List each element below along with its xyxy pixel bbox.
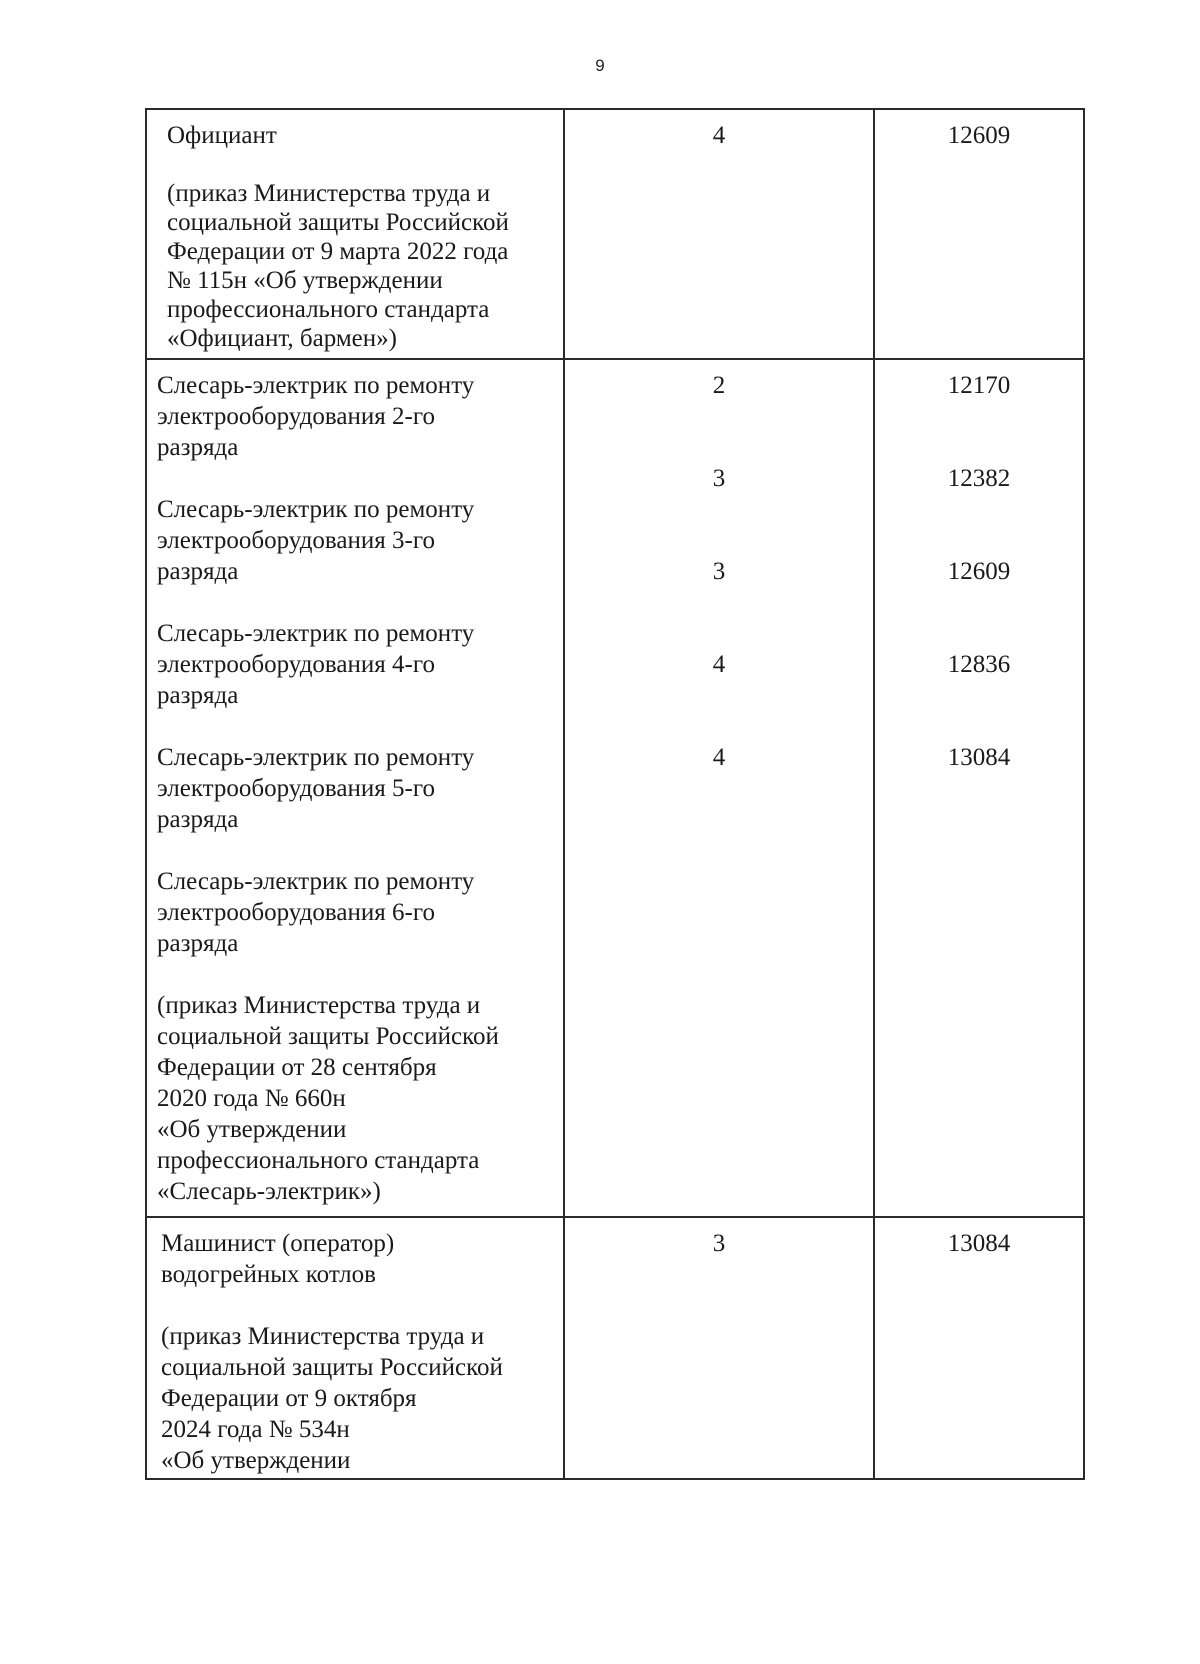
grade-value: 4 bbox=[712, 651, 726, 678]
occupation-title: разряда bbox=[157, 930, 239, 957]
order-reference-line: «Об утверждении bbox=[161, 1447, 351, 1474]
column-divider bbox=[873, 108, 875, 1480]
occupation-title: Слесарь-электрик по ремонту bbox=[157, 744, 475, 771]
occupations-table bbox=[145, 108, 1085, 1480]
grade-value: 3 bbox=[712, 1230, 726, 1257]
page-number: 9 bbox=[595, 56, 605, 75]
row-divider bbox=[145, 1216, 1085, 1218]
column-divider bbox=[563, 108, 565, 1480]
order-reference-line: (приказ Министерства труда и bbox=[161, 1323, 485, 1350]
order-reference-line: социальной защиты Российской bbox=[157, 1023, 499, 1050]
code-value: 12170 bbox=[947, 372, 1011, 399]
order-reference-line: социальной защиты Российской bbox=[167, 209, 509, 236]
occupation-title: Слесарь-электрик по ремонту bbox=[157, 372, 475, 399]
grade-value: 4 bbox=[712, 744, 726, 771]
code-value: 12609 bbox=[947, 122, 1011, 149]
code-value: 12382 bbox=[947, 465, 1011, 492]
order-reference-line: (приказ Министерства труда и bbox=[157, 992, 481, 1019]
table-border-bottom bbox=[145, 1478, 1085, 1480]
occupation-title: водогрейных котлов bbox=[161, 1261, 376, 1288]
occupation-title: электрооборудования 3-го bbox=[157, 527, 435, 554]
occupation-title: Машинист (оператор) bbox=[161, 1230, 395, 1257]
table-border-right bbox=[1083, 108, 1085, 1480]
order-reference-line: Федерации от 28 сентября bbox=[157, 1054, 437, 1081]
order-reference-line: «Официант, бармен») bbox=[167, 325, 397, 352]
occupation-title: Слесарь-электрик по ремонту bbox=[157, 496, 475, 523]
table-border-left bbox=[145, 108, 147, 1480]
order-reference-line: профессионального стандарта bbox=[167, 296, 490, 323]
occupation-title: разряда bbox=[157, 682, 239, 709]
order-reference-line: социальной защиты Российской bbox=[161, 1354, 503, 1381]
occupation-title: Официант bbox=[167, 122, 277, 149]
grade-value: 4 bbox=[712, 122, 726, 149]
occupation-title: Слесарь-электрик по ремонту bbox=[157, 620, 475, 647]
code-value: 12609 bbox=[947, 558, 1011, 585]
order-reference-line: Федерации от 9 октября bbox=[161, 1385, 417, 1412]
order-reference-line: «Об утверждении bbox=[157, 1116, 347, 1143]
grade-value: 3 bbox=[712, 465, 726, 492]
occupation-title: разряда bbox=[157, 806, 239, 833]
table-border-top bbox=[145, 108, 1085, 110]
row-divider bbox=[145, 358, 1085, 360]
order-reference-line: 2020 года № 660н bbox=[157, 1085, 346, 1112]
occupation-title: электрооборудования 6-го bbox=[157, 899, 435, 926]
occupation-title: Слесарь-электрик по ремонту bbox=[157, 868, 475, 895]
occupation-title: разряда bbox=[157, 434, 239, 461]
order-reference-line: профессионального стандарта bbox=[157, 1147, 480, 1174]
grade-value: 3 bbox=[712, 558, 726, 585]
order-reference-line: 2024 года № 534н bbox=[161, 1416, 350, 1443]
occupation-title: электрооборудования 5-го bbox=[157, 775, 435, 802]
code-value: 13084 bbox=[947, 1230, 1011, 1257]
occupation-title: электрооборудования 2-го bbox=[157, 403, 435, 430]
order-reference-line: Федерации от 9 марта 2022 года bbox=[167, 238, 509, 265]
occupation-title: разряда bbox=[157, 558, 239, 585]
order-reference-line: № 115н «Об утверждении bbox=[167, 267, 443, 294]
order-reference-line: «Слесарь-электрик») bbox=[157, 1178, 381, 1205]
code-value: 13084 bbox=[947, 744, 1011, 771]
code-value: 12836 bbox=[947, 651, 1011, 678]
grade-value: 2 bbox=[712, 372, 726, 399]
occupation-title: электрооборудования 4-го bbox=[157, 651, 435, 678]
order-reference-line: (приказ Министерства труда и bbox=[167, 180, 491, 207]
